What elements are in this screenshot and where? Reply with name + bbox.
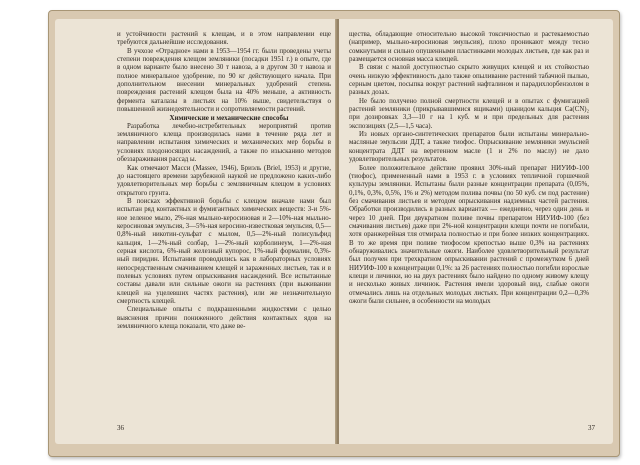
paragraph: Не было получено полной смертности клещей и в опытах с фумигацией растений земляники (прикрывавшимися ящиками) цианидом кальция Ca(CN)₂ при дозировках 3,3—10 г на 1 куб. м и при предельных для растения экспозициях (2,5—1,5 часа). [349, 97, 589, 130]
paragraph: щества, обладающие относительно высокой токсичностью и растекаемостью (например, мыльно-керосиновая эмульсия), плохо проникают между тесно сомкнутыми и сильно опушенными пластинками молодых листьев, где как раз и размещается основная масса клещей. [349, 31, 589, 64]
left-page [55, 19, 337, 444]
page-number-left: 36 [117, 424, 124, 432]
page-number-right: 37 [588, 424, 595, 432]
paragraph: В учхозе «Отрадное» нами в 1953—1954 гг. были проведены учеты степени повреждения клещом земляники (посадки 1951 г.) в опыте, где в одном варианте было внесено 30 т навоза, а в другом 30 т навоза и полное минеральное удобрение, по 90 кг действующего начала. При дополнительном внесении минеральных удобрений степень повреждения растений клещом была на 40% меньше, а активность фермента каталазы в листьях на 10% выше, свидетельствуя о повышенной жизнедеятельности и сопротивляемости растений. [117, 47, 331, 114]
paragraph: Более положительное действие проявил 30%-ный препарат НИУИФ-100 (тиофос), примененный нами в 1953 г. в условиях тепличной горшечной культуры земляники. Испытаны были разные концентрации препарата (0,05%, 0,1%, 0,3%, 0,5%, 1% и 2%) методом полива почвы (по 50 куб. см под растение) без смачивания листьев и методом опрыскивания надземных частей растения. Обработки производились в разных вариантах — ежедневно, через один день и через 10 дней. При двукратном поливе почвы препаратом НИУИФ-100 (без смачивания листьев) даже при 2%-ной концентрации клещи почти не погибали, хотя оранжерейная тля отмирала полностью и при более низких концентрациях. В то же время при поливе тиофосом крепостью выше 0,3% на растениях обнаруживались значительные ожоги. Наиболее удовлетворительный результат был получен при трехкратном опрыскивании растений с промежутком 6 дней НИУИФ-100 в концентрации 0,1%: за 26 растениях полностью погибли взрослые клещи и личинки, но на двух растениях было найдено по одному живому клещу и несколько живых личинок. Растения имели здоровый вид, слабые ожоги отмечались лишь на отдельных молодых листьях. При концентрации 0,2—0,3% ожоги были сильнее, в особенности на молодых [349, 164, 589, 305]
paragraph: В поисках эффективной борьбы с клещом вначале нами был испытан ряд контактных и фумигантных химических веществ: 3-и 5%-ное зеленое мыло, 2%-ная мыльно-керосиновая и 2—10%-ная мыльно-керосиновая эмульсия, 3—5%-ная керосино-известковая эмульсия, 0,5—0,8%-ный никотин-сульфат с мылом, 0,5—2%-ный полисульфид кальция, 1—2%-ный солбар, 1—2%-ный корболинеум, 1—2%-ная серная кислота, 6%-ный железный купорос, 1%-ный формалин, 0,3%-ный пиридин. Испытания проводились как в лабораторных условиях непосредственным смачиванием клещей и зараженных листьев, так и в полевых условиях путем опрыскивания насаждений. Все испытанные составы давали или сильные ожоги на растениях (при выживании клещей на уцелевших частях растения), или же незначительную смертность клещей. [117, 197, 331, 305]
right-page-text [349, 31, 589, 306]
paragraph: Специальные опыты с подкрашенными жидкостями с целью выяснения причин пониженного действия контактных ядов на земляничного клеща показали, что даже ве- [117, 306, 331, 331]
paragraph: Как отмечают Масси (Massee, 1946), Бриэль (Briel, 1953) и другие, до настоящего времени зарубежной наукой не предложено каких-либо удовлетворительных мер борьбы с земляничным клещом в условиях открытого грунта. [117, 164, 331, 197]
open-book [48, 10, 620, 457]
paragraph: Разработка лечебно-истребительных мероприятий против земляничного клеща производилась нами в течение ряда лет и направлении испытания химических и механических мер борьбы в условиях плодоносящих насаждений, а также по изысканию методов обеззараживания рассад ы. [117, 122, 331, 164]
paragraph: В связи с малой доступностью скрыто живущих клещей и их стойкостью очень низкую эффективность дало также опыливание растений табачной пылью, серным цветом, посыпка вокруг растений нафталином и парадихлорбензолом в разных дозах. [349, 64, 589, 97]
paragraph: Из новых органо-синтетических препаратов были испытаны минерально-масляные эмульсии ДДТ, а также тиофос. Опрыскивание земляники эмульсией концентрата ДДТ на веретенном масле (1 и 2% по маслу) не дало удовлетворительных результатов. [349, 131, 589, 164]
right-page [339, 19, 613, 444]
section-heading: Химические и механические способы [169, 114, 289, 123]
paragraph: и устойчивости растений к клещам, и в этом направлении еще требуются дальнейшие исследования. [117, 31, 331, 47]
left-page-text [117, 31, 331, 331]
